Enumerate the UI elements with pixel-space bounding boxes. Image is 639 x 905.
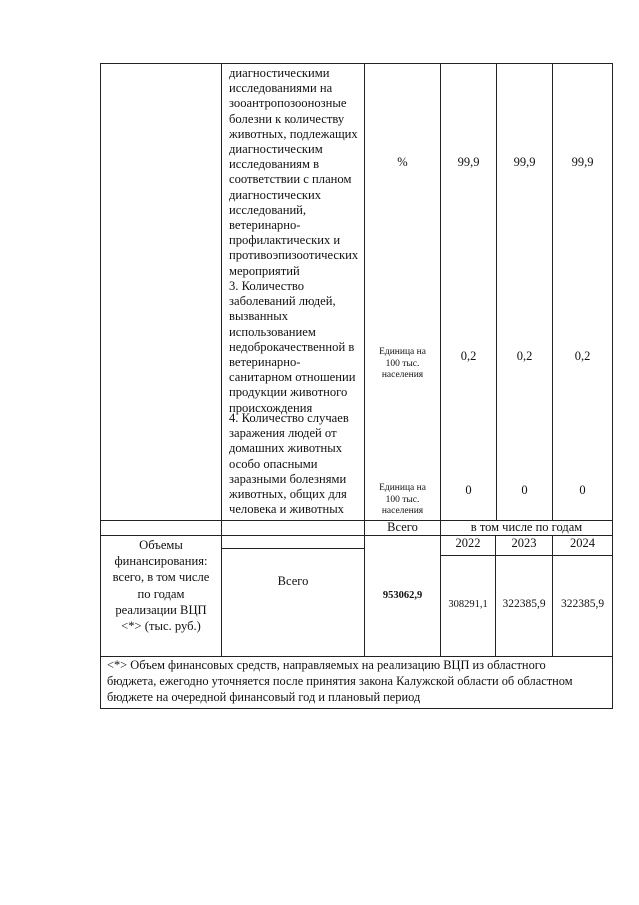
- table-border-right: [612, 63, 613, 709]
- row-divider-years: [440, 555, 613, 556]
- value-2024: 99,9: [571, 155, 594, 169]
- table-border-top: [100, 63, 613, 64]
- value-2024: 0,2: [574, 349, 591, 363]
- value-2023: 0: [521, 483, 528, 497]
- value-2022: 0: [465, 483, 472, 497]
- value-2022: 0,2: [460, 349, 477, 363]
- footnote: <*> Объем финансовых средств, направляемых на реализацию ВЦП из областного бюджета, ежегодно уточняется после принятия закона Калужской области об областном бюджете на очередной финансовый год и плановый период: [107, 658, 573, 704]
- financing-2023: 322385,9: [502, 598, 546, 610]
- financing-total: 953062,9: [382, 590, 423, 601]
- year-2022-header: 2022: [455, 536, 481, 550]
- col-divider-1: [221, 63, 222, 656]
- table-border-bottom: [100, 708, 613, 709]
- value-2022: 99,9: [457, 155, 480, 169]
- value-2023: 0,2: [516, 349, 533, 363]
- col-divider-5b: [552, 535, 553, 656]
- year-2023-header: 2023: [511, 536, 537, 550]
- col-divider-4a: [496, 63, 497, 520]
- year-2024-header: 2024: [570, 536, 595, 550]
- value-2023: 99,9: [513, 155, 536, 169]
- financing-2024: 322385,9: [560, 598, 605, 610]
- unit-percent: %: [397, 155, 408, 169]
- value-2024: 0: [579, 483, 586, 497]
- unit-per-100k: Единица на 100 тыс. населения: [379, 483, 426, 516]
- financing-2022: 308291,1: [448, 599, 488, 610]
- col-divider-4b: [495, 535, 496, 656]
- financing-row-label: Всего: [277, 574, 309, 588]
- row-divider-label: [221, 548, 365, 549]
- indicator-3: 3. Количество заболеваний людей, вызванных использованием недоброкачественной в ветеринарно- санитарном отношении продукции животного происхождения: [229, 279, 356, 415]
- indicator-2-continued: диагностическими исследованиями на зооантропозоонозные болезни к количеству животных, подлежащих диагностическим исследованиям в соответствии с планом диагностических исследований, ветеринарно- профилактических и противоэпизоотических мероприятий: [229, 66, 359, 278]
- total-header: Всего: [387, 520, 418, 534]
- unit-per-100k: Единица на 100 тыс. населения: [379, 347, 426, 380]
- indicator-4: 4. Количество случаев заражения людей от домашних животных особо опасными заразными болезнями животных, общих для человека и животных: [229, 411, 349, 517]
- col-divider-5a: [552, 63, 553, 520]
- financing-label: Объемы финансирования: всего, в том числе по годам реализации ВЦП <*> (тыс. руб.): [112, 538, 210, 634]
- by-years-header: в том числе по годам: [470, 520, 583, 534]
